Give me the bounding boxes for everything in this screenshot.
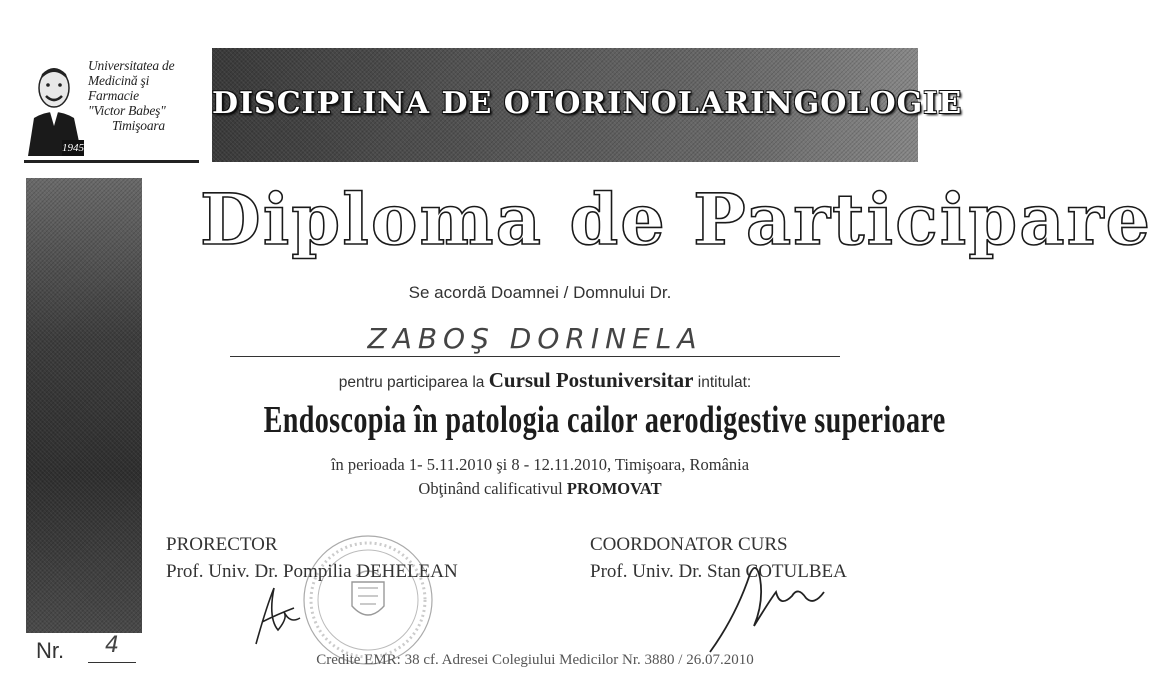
recipient-underline xyxy=(230,356,840,357)
number-value: 4 xyxy=(105,633,119,658)
right-signatory-name: Prof. Univ. Dr. Stan COTULBEA xyxy=(590,561,847,582)
diploma-title: Diploma de Participare xyxy=(200,178,1152,261)
seal-icon xyxy=(300,532,436,668)
department-title: DISCIPLINA DE OTORINOLARINGOLOGIE xyxy=(212,86,963,121)
right-signatory-role: COORDONATOR CURS xyxy=(590,534,788,555)
decorative-side-band xyxy=(26,178,142,633)
number-underline xyxy=(88,662,136,663)
credits-line: Credite EMR: 38 cf. Adresei Colegiului Medicilor Nr. 3880 / 26.07.2010 xyxy=(316,652,754,668)
logo-divider xyxy=(24,160,199,163)
participation-line: pentru participarea la Cursul Postuniversitar intitulat: xyxy=(338,368,752,392)
course-title: Endoscopia în patologia cailor aerodigestive superioare xyxy=(263,399,946,441)
founding-year: 1945 xyxy=(62,142,84,154)
recipient-name: ZABOŞ DORINELA xyxy=(367,322,703,355)
award-line: Se acordă Doamnei / Domnului Dr. xyxy=(408,283,672,302)
university-name: Universitatea de Medicină şi Farmacie "Victor Babeş" Timişoara xyxy=(88,58,175,133)
left-signatory-role: PRORECTOR xyxy=(166,534,278,555)
left-signatory-name: Prof. Univ. Dr. Pompilia DEHELEAN xyxy=(166,561,458,582)
university-logo xyxy=(24,58,200,162)
signature-icon xyxy=(706,556,836,656)
course-type: Cursul Postuniversitar xyxy=(488,368,694,392)
course-period: în perioada 1- 5.11.2010 şi 8 - 12.11.2010, Timişoara, România xyxy=(330,455,750,474)
number-label: Nr. xyxy=(36,638,65,663)
signature-icon xyxy=(248,578,318,650)
result-grade: PROMOVAT xyxy=(566,479,662,498)
department-banner xyxy=(212,48,963,162)
result-line: Obţinând calificativul PROMOVAT xyxy=(418,479,662,498)
